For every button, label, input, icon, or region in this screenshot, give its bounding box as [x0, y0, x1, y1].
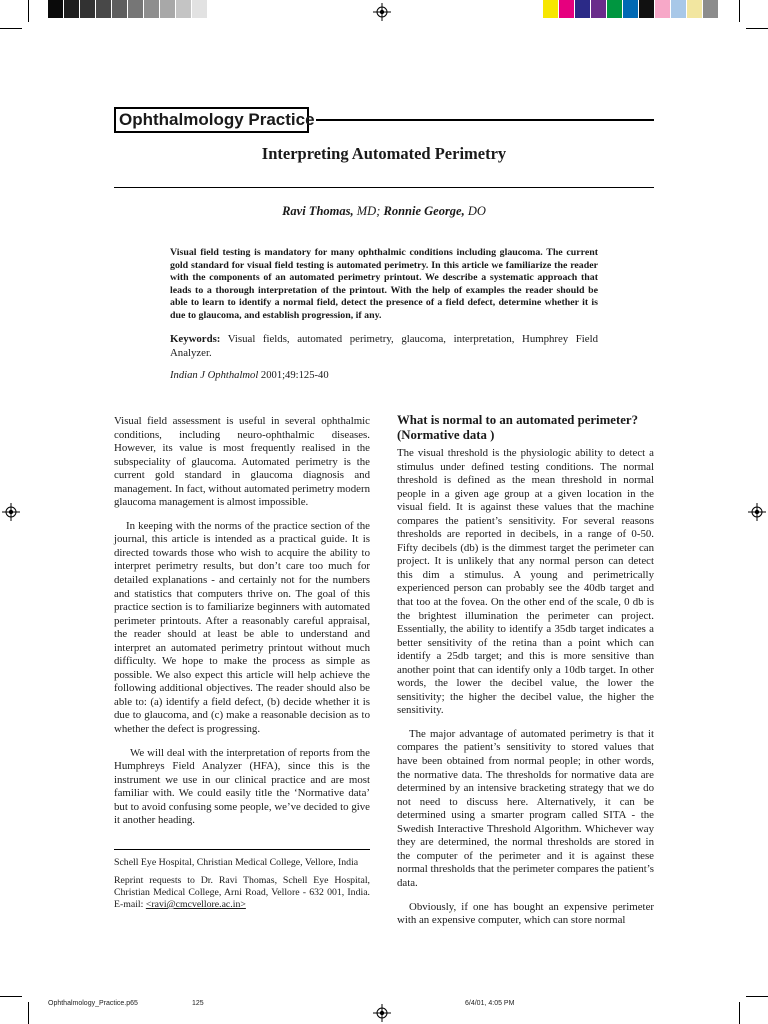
section-heading: What is normal to an automated perimeter? (Normative data ): [397, 413, 638, 442]
registration-mark-icon: [373, 1004, 391, 1022]
crop-mark: [28, 0, 29, 22]
section-label: Ophthalmology Practice: [114, 107, 309, 133]
abstract: Visual field testing is mandatory for many ophthalmic conditions including glaucoma. The current gold standard for visual field testing is automated perimetry. In this article we familiarize the reader with the components of an automated perimetry printout. We describe a systematic approach that leads to a thorough interpretation of the printout. With the help of examples the reader should be able to learn to identify a normal field, detect the presence of a field defect, determine whether it is due to glaucoma, and establish progression, if any.: [170, 247, 598, 321]
crop-mark: [0, 996, 22, 997]
citation-volume: 2001;49:125-40: [258, 370, 329, 381]
calibration-swatch: [128, 0, 144, 18]
calibration-swatch: [80, 0, 96, 18]
registration-mark-icon: [2, 503, 20, 521]
keywords-label: Keywords:: [170, 333, 221, 345]
crop-mark: [739, 0, 740, 22]
citation-journal: Indian J Ophthalmol: [170, 370, 259, 381]
keywords-text: Visual fields, automated perimetry, glaucoma, interpretation, Humphrey Field Analyzer.: [170, 333, 598, 359]
calibration-swatch: [64, 0, 80, 18]
registration-mark-icon: [748, 503, 766, 521]
calibration-swatch: [575, 0, 591, 18]
paragraph: The major advantage of automated perimetry is that it compares the patient’s sensitivity to stored values that have been obtained from normal people; in other words, the normative data. The thresholds for normative data are determined by an intensive bracketing strategy that we do not need to discuss here. Alternatively, it can be determined using a smarter program called SITA - the Swedish Interactive Threshold Algorithm. Whichever way they are determined, the normal thresholds are stored in the computer of the perimeter and it is against these normal thresholds that the perimeter compares the patient’s data.: [397, 727, 654, 889]
authors: [0, 204, 768, 219]
registration-mark-icon: [373, 3, 391, 21]
calibration-swatch: [655, 0, 671, 18]
calibration-swatch: [623, 0, 639, 18]
left-column: [114, 415, 370, 838]
crop-mark: [28, 1002, 29, 1024]
calibration-swatch: [703, 0, 719, 18]
footnote-affiliation: Schell Eye Hospital, Christian Medical College, Vellore, India: [114, 857, 359, 868]
calibration-swatch: [48, 0, 64, 18]
paragraph: Visual field assessment is useful in several ophthalmic conditions, including neuro-ophthalmic diseases. However, its value is most frequently realised in the subspeciality of glaucoma. Automated perimetry is the current gold standard in glaucoma diagnosis and management. In fact, without automated perimetry modern glaucoma management is almost impossible.: [114, 415, 370, 509]
footnote-rule: [114, 849, 370, 850]
footer-page-number: 125: [192, 1000, 204, 1007]
footer-filename: Ophthalmology_Practice.p65: [48, 1000, 138, 1007]
calibration-swatch: [160, 0, 176, 18]
calibration-swatch: [639, 0, 655, 18]
calibration-swatch: [192, 0, 208, 18]
paragraph: Obviously, if one has bought an expensive perimeter with an expensive computer, which can store normal: [397, 900, 654, 927]
section-rule: [316, 119, 654, 121]
crop-mark: [0, 28, 22, 29]
email-link[interactable]: <ravi@cmcvellore.ac.in>: [145, 899, 246, 910]
article-title: Interpreting Automated Perimetry: [261, 144, 507, 163]
calibration-swatch: [591, 0, 607, 18]
author-1-name: Ravi Thomas,: [282, 204, 354, 218]
calibration-swatch: [144, 0, 160, 18]
color-calibration-strip: [543, 0, 719, 18]
paragraph: In keeping with the norms of the practice section of the journal, this article is intended as a practical guide. It is directed towards those who wish to acquire the ability to interpret perimetry results, but don’t care too much for detailed explanations - and certainly not for the numbers and statistics that computers thrive on. The goal of this practice section is to familiarize beginners with automated perimeter printouts. After a reasonably careful appraisal, the reader should at least be able to understand and interpret an automated perimetry printout without much difficulty. We hope to make the process as simple as possible. We also expect this article will help achieve the following additional objectives. The reader should also be able to: (a) identify a field defect, (b) decide whether it is due to glaucoma, and (c) make a reasonable decision as to whether the defect is progressing.: [114, 519, 370, 736]
calibration-swatch: [607, 0, 623, 18]
author-2-name: Ronnie George,: [383, 204, 465, 218]
citation: [170, 370, 329, 381]
footnote-reprint: [114, 875, 370, 911]
paragraph: We will deal with the interpretation of reports from the Humphreys Field Analyzer (HFA), since this is the instrument we use in our clinical practice and are most familiar with. We could easily title the ‘Normative data’ but to avoid confusing some people, we’ve decided to give it another heading.: [114, 746, 370, 827]
calibration-swatch: [96, 0, 112, 18]
keywords: [170, 333, 598, 360]
grayscale-calibration-strip: [48, 0, 208, 18]
calibration-swatch: [112, 0, 128, 18]
calibration-swatch: [671, 0, 687, 18]
author-2-degree: DO: [464, 204, 486, 218]
calibration-swatch: [543, 0, 559, 18]
calibration-swatch: [176, 0, 192, 18]
crop-mark: [739, 1002, 740, 1024]
author-1-degree: MD;: [353, 204, 384, 218]
footer-datetime: 6/4/01, 4:05 PM: [465, 1000, 515, 1007]
calibration-swatch: [559, 0, 575, 18]
calibration-swatch: [687, 0, 703, 18]
crop-mark: [746, 28, 768, 29]
reprint-request: Reprint requests to Dr. Ravi Thomas, Schell Eye Hospital, Christian Medical College, Arni Road, Vellore - 632 001, India. E-mail:: [114, 875, 370, 910]
title-rule: [114, 187, 654, 188]
crop-mark: [746, 996, 768, 997]
paragraph: The visual threshold is the physiologic ability to detect a stimulus under defined testing conditions. The normal threshold is defined as the mean threshold in normal people in a given age group at a given location in the visual field. It is against these values that the machine compares the patient’s sensitivity. For several reasons thresholds are reported in decibels, in a range of 0-50. Fifty decibels (db) is the dimmest target the perimeter can project. It is unlikely that any normal person can detect this dim a stimulus. A young and perimetrically experienced person can probably see the 40db target and that too at the fovea. On the other end of the scale, 0 db is the brightest illumination the perimeter can project. Essentially, the ability to identify a 35db target indicates a better sensitivity of the retina than a point which can identify a 25db target; and this is more sensitive than another point that can identify only a 10db target. In other words, the lower the decibel value, the lower the sensitivity; the higher the decibel value, the higher the sensitivity.: [397, 447, 654, 717]
right-column: [397, 413, 654, 938]
